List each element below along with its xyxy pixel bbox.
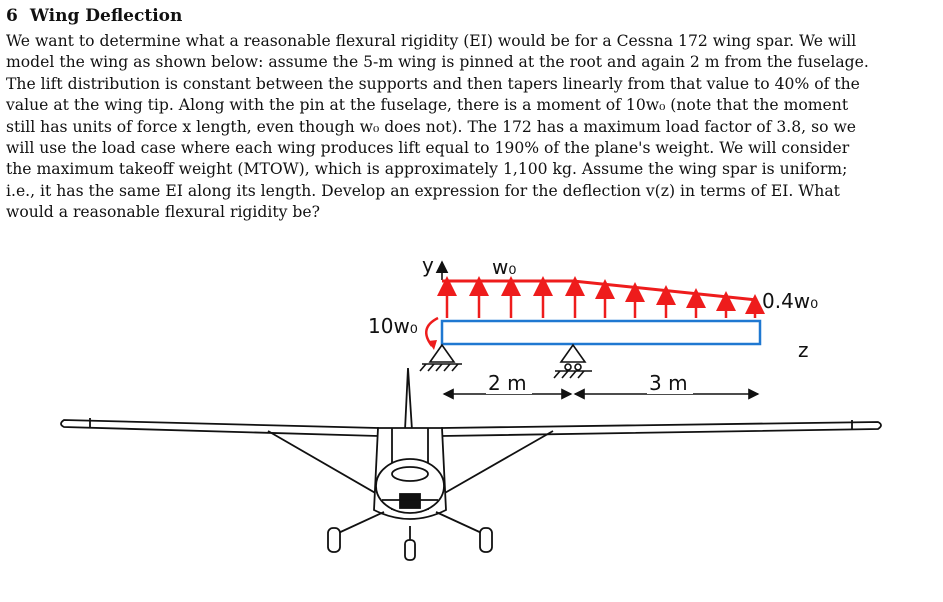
- lift-load-arrows: [447, 286, 755, 318]
- lift-load-outline: [442, 281, 757, 300]
- statement-line: will use the load case where each wing produces lift equal to 190% of the plane's weight. We will consider: [6, 139, 850, 158]
- statement-line: the maximum takeoff weight (MTOW), which is approximately 1,100 kg. Assume the wing spar is uniform;: [6, 160, 848, 179]
- dim-label-2m: 2 m: [488, 371, 527, 395]
- tail-fin: [405, 368, 412, 430]
- moment-label: 10w₀: [368, 314, 418, 338]
- strut-pin-support: [554, 345, 592, 378]
- load-label-root: w₀: [492, 255, 517, 279]
- left-main-gear: [334, 512, 384, 535]
- statement-line: The lift distribution is constant between the supports and then tapers linearly from that value to 40% of the: [6, 74, 860, 93]
- wing-spar-beam: [442, 321, 760, 344]
- right-strut: [436, 431, 553, 498]
- statement-line: model the wing as shown below: assume the 5-m wing is pinned at the root and again 2 m from the fuselage.: [6, 53, 869, 72]
- right-wing: [442, 422, 881, 436]
- statement-line: i.e., it has the same EI along its length. Develop an expression for the deflection v(z) in terms of EI. What: [6, 181, 840, 200]
- z-axis-label: z: [798, 338, 809, 362]
- dim-label-3m: 3 m: [649, 371, 688, 395]
- problem-title: Wing Deflection: [29, 6, 183, 26]
- root-pin-support: [420, 345, 462, 371]
- left-strut: [268, 431, 384, 498]
- propeller-hub: [400, 494, 420, 508]
- right-main-gear: [436, 512, 486, 535]
- statement-line: value at the wing tip. Along with the pin at the fuselage, there is a moment of 10w₀ (note that the moment: [6, 96, 849, 115]
- statement-line: still has units of force x length, even though w₀ does not). The 172 has a maximum load factor of 3.8, so we: [6, 117, 857, 136]
- y-axis-label: y: [422, 253, 434, 277]
- statement-line: would a reasonable flexural rigidity be?: [6, 203, 320, 222]
- statement-line: We want to determine what a reasonable flexural rigidity (EI) would be for a Cessna 172 wing spar. We will: [6, 32, 857, 50]
- cessna-front-view: [61, 368, 881, 560]
- problem-number: 6: [6, 6, 18, 26]
- left-wing: [61, 420, 378, 436]
- load-label-tip: 0.4w₀: [762, 289, 819, 313]
